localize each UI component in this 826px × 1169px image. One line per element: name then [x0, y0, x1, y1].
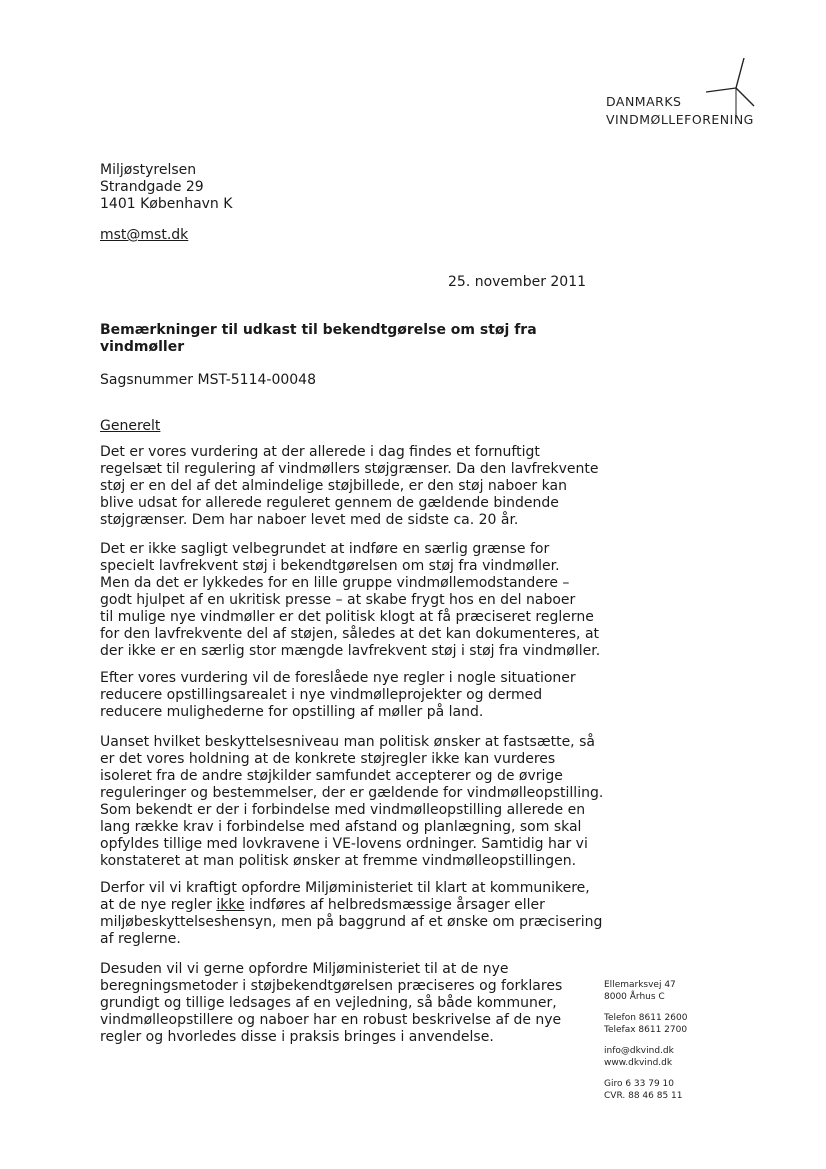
text-line: konstateret at man politisk ønsker at fremme vindmølleopstillingen. [100, 853, 577, 869]
text-line: støjgrænser. Dem har naboer levet med de sidste ca. 20 år. [100, 512, 519, 528]
text-line: regler og hvorledes disse i praksis bringes i anvendelse. [100, 1029, 494, 1045]
text-line: reguleringer og bestemmelser, der er gældende for vindmølleopstilling. [100, 785, 604, 801]
text-line: lang række krav i forbindelse med afstand og planlægning, som skal [100, 819, 582, 835]
text-line: beregningsmetoder i støjbekendtgørelsen præciseres og forklares [100, 978, 563, 994]
text-line: opfyldes tillige med lovkravene i VE-lovens ordninger. Samtidig har vi [100, 836, 588, 852]
sender-address-city: 8000 Århus C [604, 992, 665, 1002]
emphasized-word: ikke [216, 897, 245, 913]
letter-subject: Bemærkninger til udkast til bekendtgørelse om støj fra vindmøller [100, 322, 537, 355]
text-line: blive udsat for allerede reguleret gennem de gældende bindende [100, 495, 559, 511]
logo [606, 58, 766, 130]
text-line: for den lavfrekvente del af støjen, således at det kan dokumenteres, at [100, 626, 600, 642]
text-line: isoleret fra de andre støjkilder samfundet accepterer og de øvrige [100, 768, 563, 784]
section-heading: Generelt [100, 418, 161, 434]
text-line: Men da det er lykkedes for en lille gruppe vindmøllemodstandere – [100, 575, 570, 591]
paragraph-3 [100, 670, 576, 721]
recipient-address [100, 162, 232, 213]
sender-phone: Telefon 8611 2600 [604, 1013, 688, 1023]
text-segment: indføres af helbredsmæssige årsager eller [244, 897, 545, 913]
text-line: er det vores holdning at de konkrete støjregler ikke kan vurderes [100, 751, 556, 767]
text-line: reducere opstillingsarealet i nye vindmølleprojekter og dermed [100, 687, 543, 703]
paragraph-4 [100, 734, 603, 870]
text-line: Som bekendt er der i forbindelse med vindmølleopstilling allerede en [100, 802, 586, 818]
paragraph-6 [100, 961, 562, 1046]
text-line: der ikke er en særlig stor mængde lavfrekvent støj i støj fra vindmøller. [100, 643, 601, 659]
text-line: af reglerne. [100, 931, 181, 947]
paragraph-1 [100, 444, 598, 529]
sender-contact-block [604, 979, 687, 1111]
text-line: reducere mulighederne for opstilling af møller på land. [100, 704, 484, 720]
text-line: Uanset hvilket beskyttelsesniveau man politisk ønsker at fastsætte, så [100, 734, 595, 750]
sender-cvr: CVR. 88 46 85 11 [604, 1091, 683, 1101]
recipient-email-link[interactable]: mst@mst.dk [100, 227, 189, 243]
text-line: Det er ikke sagligt velbegrundet at indføre en særlig grænse for [100, 541, 550, 557]
recipient-city: 1401 København K [100, 196, 233, 212]
logo-line1: DANMARKS [606, 94, 682, 109]
letter-date: 25. november 2011 [448, 274, 587, 290]
sender-address-street: Ellemarksvej 47 [604, 980, 676, 990]
text-line: grundigt og tillige ledsages af en vejledning, så både kommuner, [100, 995, 557, 1011]
text-line: godt hjulpet af en ukritisk presse – at skabe frygt hos en del naboer [100, 592, 576, 608]
text-line: til mulige nye vindmøller er det politisk klogt at få præciseret reglerne [100, 609, 594, 625]
text-line [100, 897, 602, 914]
text-line: støj er en del af det almindelige støjbillede, er den støj naboer kan [100, 478, 567, 494]
text-line: Det er vores vurdering at der allerede i dag findes et fornuftigt [100, 444, 540, 460]
text-line: miljøbeskyttelseshensyn, men på baggrund af et ønske om præcisering [100, 914, 603, 930]
paragraph-2 [100, 541, 600, 660]
text-line: specielt lavfrekvent støj i bekendtgørelsen om støj fra vindmøller. [100, 558, 560, 574]
paragraph-5 [100, 880, 602, 948]
text-line: regelsæt til regulering af vindmøllers støjgrænser. Da den lavfrekvente [100, 461, 599, 477]
text-line: vindmølleopstillere og naboer har en robust beskrivelse af de nye [100, 1012, 562, 1028]
text-line: Efter vores vurdering vil de foreslåede nye regler i nogle situationer [100, 670, 576, 686]
logo-line2: VINDMØLLEFORENING [606, 112, 754, 127]
wind-turbine-icon [706, 58, 756, 118]
case-number: Sagsnummer MST-5114-00048 [100, 372, 316, 388]
recipient-name: Miljøstyrelsen [100, 162, 197, 178]
sender-fax: Telefax 8611 2700 [604, 1025, 688, 1035]
text-segment: at de nye regler [100, 897, 217, 913]
sender-email: info@dkvind.dk [604, 1046, 674, 1056]
recipient-street: Strandgade 29 [100, 179, 204, 195]
sender-website: www.dkvind.dk [604, 1058, 673, 1068]
text-line: Derfor vil vi kraftigt opfordre Miljøministeriet til klart at kommunikere, [100, 880, 590, 896]
text-line: Desuden vil vi gerne opfordre Miljøministeriet til at de nye [100, 961, 509, 977]
sender-giro: Giro 6 33 79 10 [604, 1079, 675, 1089]
